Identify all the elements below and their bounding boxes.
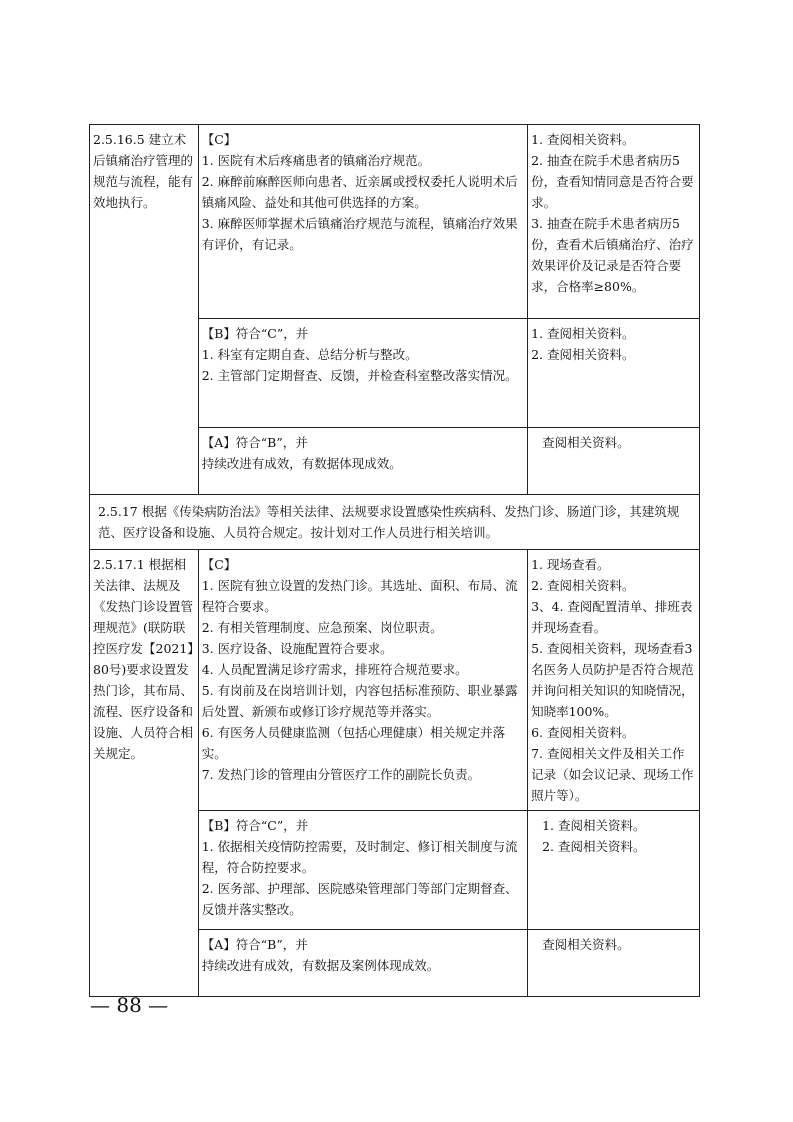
list-item: 7. 查阅相关文件及相关工作记录（如会议记录、现场工作照片等）。	[531, 746, 694, 803]
list-item: 查阅相关资料。	[542, 937, 630, 952]
check-cell	[528, 930, 700, 997]
list-item: 2. 有相关管理制度、应急预案、岗位职责。	[201, 620, 443, 635]
grade-c-cell	[198, 550, 527, 811]
item-cell	[90, 125, 199, 495]
list-item: 2. 抽查在院手术患者病历5份，查看知情同意是否符合要求。	[531, 153, 694, 210]
list-item: 2. 查阅相关资料。	[531, 578, 635, 593]
list-item: 6. 有医务人员健康监测（包括心理健康）相关规定并落实。	[201, 725, 506, 761]
grade-b-cell	[198, 319, 527, 428]
list-item: 5. 查阅相关资料，现场查看3名医务人员防护是否符合规范并询问相关知识的知晓情况，知晓率100%。	[531, 641, 694, 719]
grade-a-cell	[198, 930, 527, 997]
table-row	[90, 550, 700, 811]
list-item: 2. 查阅相关资料。	[542, 839, 646, 854]
list-item: 1. 医院有独立设置的发热门诊。其选址、面积、布局、流程符合要求。	[201, 578, 518, 614]
standards-table-sheet	[89, 124, 700, 997]
section-row	[90, 495, 700, 550]
item-id: 2.5.16.5 建立术后镇痛治疗管理的规范与流程，能有效地执行。	[93, 132, 194, 210]
list-item: 1. 现场查看。	[531, 557, 610, 572]
section-heading: 2.5.17 根据《传染病防治法》等相关法律、法规要求设置感染性疾病科、发热门诊、肠道门诊，其建筑规范、医疗设备和设施、人员符合规定。按计划对工作人员进行相关培训。	[90, 495, 700, 550]
item-cell	[90, 550, 199, 997]
list-item: 2. 主管部门定期督查、反馈，并检查科室整改落实情况。	[201, 368, 518, 383]
list-item: 2. 查阅相关资料。	[531, 347, 635, 362]
list-item: 3. 抽查在院手术患者病历5份，查看术后镇痛治疗、治疗效果评价及记录是否符合要求，合格率≥80%。	[531, 216, 694, 294]
list-item: 5. 有岗前及在岗培训计划，内容包括标准预防、职业暴露后处置、新颁布或修订诊疗规范等并落实。	[201, 683, 518, 719]
list-item: 3. 麻醉医师掌握术后镇痛治疗规范与流程，镇痛治疗效果有评价，有记录。	[201, 216, 518, 252]
page-number: — 88 —	[90, 993, 169, 1017]
list-item: 1. 查阅相关资料。	[531, 132, 635, 147]
check-cell	[528, 125, 700, 319]
list-item: 1. 科室有定期自查、总结分析与整改。	[201, 347, 418, 362]
grade-c-label: 【C】	[201, 132, 237, 147]
list-item: 7. 发热门诊的管理由分管医疗工作的副院长负责。	[201, 767, 481, 782]
check-cell	[528, 811, 700, 930]
list-item: 4. 人员配置满足诊疗需求，排班符合规范要求。	[201, 662, 468, 677]
list-item: 1. 查阅相关资料。	[542, 818, 646, 833]
list-item: 查阅相关资料。	[542, 435, 630, 450]
grade-b-label: 【B】符合“C”，并	[201, 818, 309, 833]
list-item: 2. 麻醉前麻醉医师向患者、近亲属或授权委托人说明术后镇痛风险、益处和其他可供选择的方案。	[201, 174, 518, 210]
list-item: 持续改进有成效，有数据及案例体现成效。	[201, 958, 440, 973]
list-item: 1. 查阅相关资料。	[531, 326, 635, 341]
table-row	[90, 125, 700, 319]
grade-a-cell	[198, 428, 527, 495]
check-cell	[528, 319, 700, 428]
standards-table	[89, 124, 700, 997]
grade-a-label: 【A】符合“B”，并	[201, 435, 308, 450]
list-item: 3. 医疗设备、设施配置符合要求。	[201, 641, 393, 656]
grade-b-label: 【B】符合“C”，并	[201, 326, 309, 341]
item-id: 2.5.17.1 根据相关法律、法规及《发热门诊设置管理规范》(联防联控医疗发【2021】80号)要求设置发热门诊，其布局、流程、医疗设备和设施、人员符合相关规定。	[93, 557, 194, 761]
list-item: 1. 依据相关疫情防控需要，及时制定、修订相关制度与流程，符合防控要求。	[201, 839, 518, 875]
list-item: 1. 医院有术后疼痛患者的镇痛治疗规范。	[201, 153, 431, 168]
list-item: 2. 医务部、护理部、医院感染管理部门等部门定期督查、反馈并落实整改。	[201, 881, 518, 917]
list-item: 3、4. 查阅配置清单、排班表并现场查看。	[531, 599, 693, 635]
check-cell	[528, 428, 700, 495]
grade-b-cell	[198, 811, 527, 930]
list-item: 6. 查阅相关资料。	[531, 725, 635, 740]
grade-a-label: 【A】符合“B”，并	[201, 937, 308, 952]
check-cell	[528, 550, 700, 811]
grade-c-cell	[198, 125, 527, 319]
list-item: 持续改进有成效，有数据体现成效。	[201, 456, 402, 471]
grade-c-label: 【C】	[201, 557, 237, 572]
